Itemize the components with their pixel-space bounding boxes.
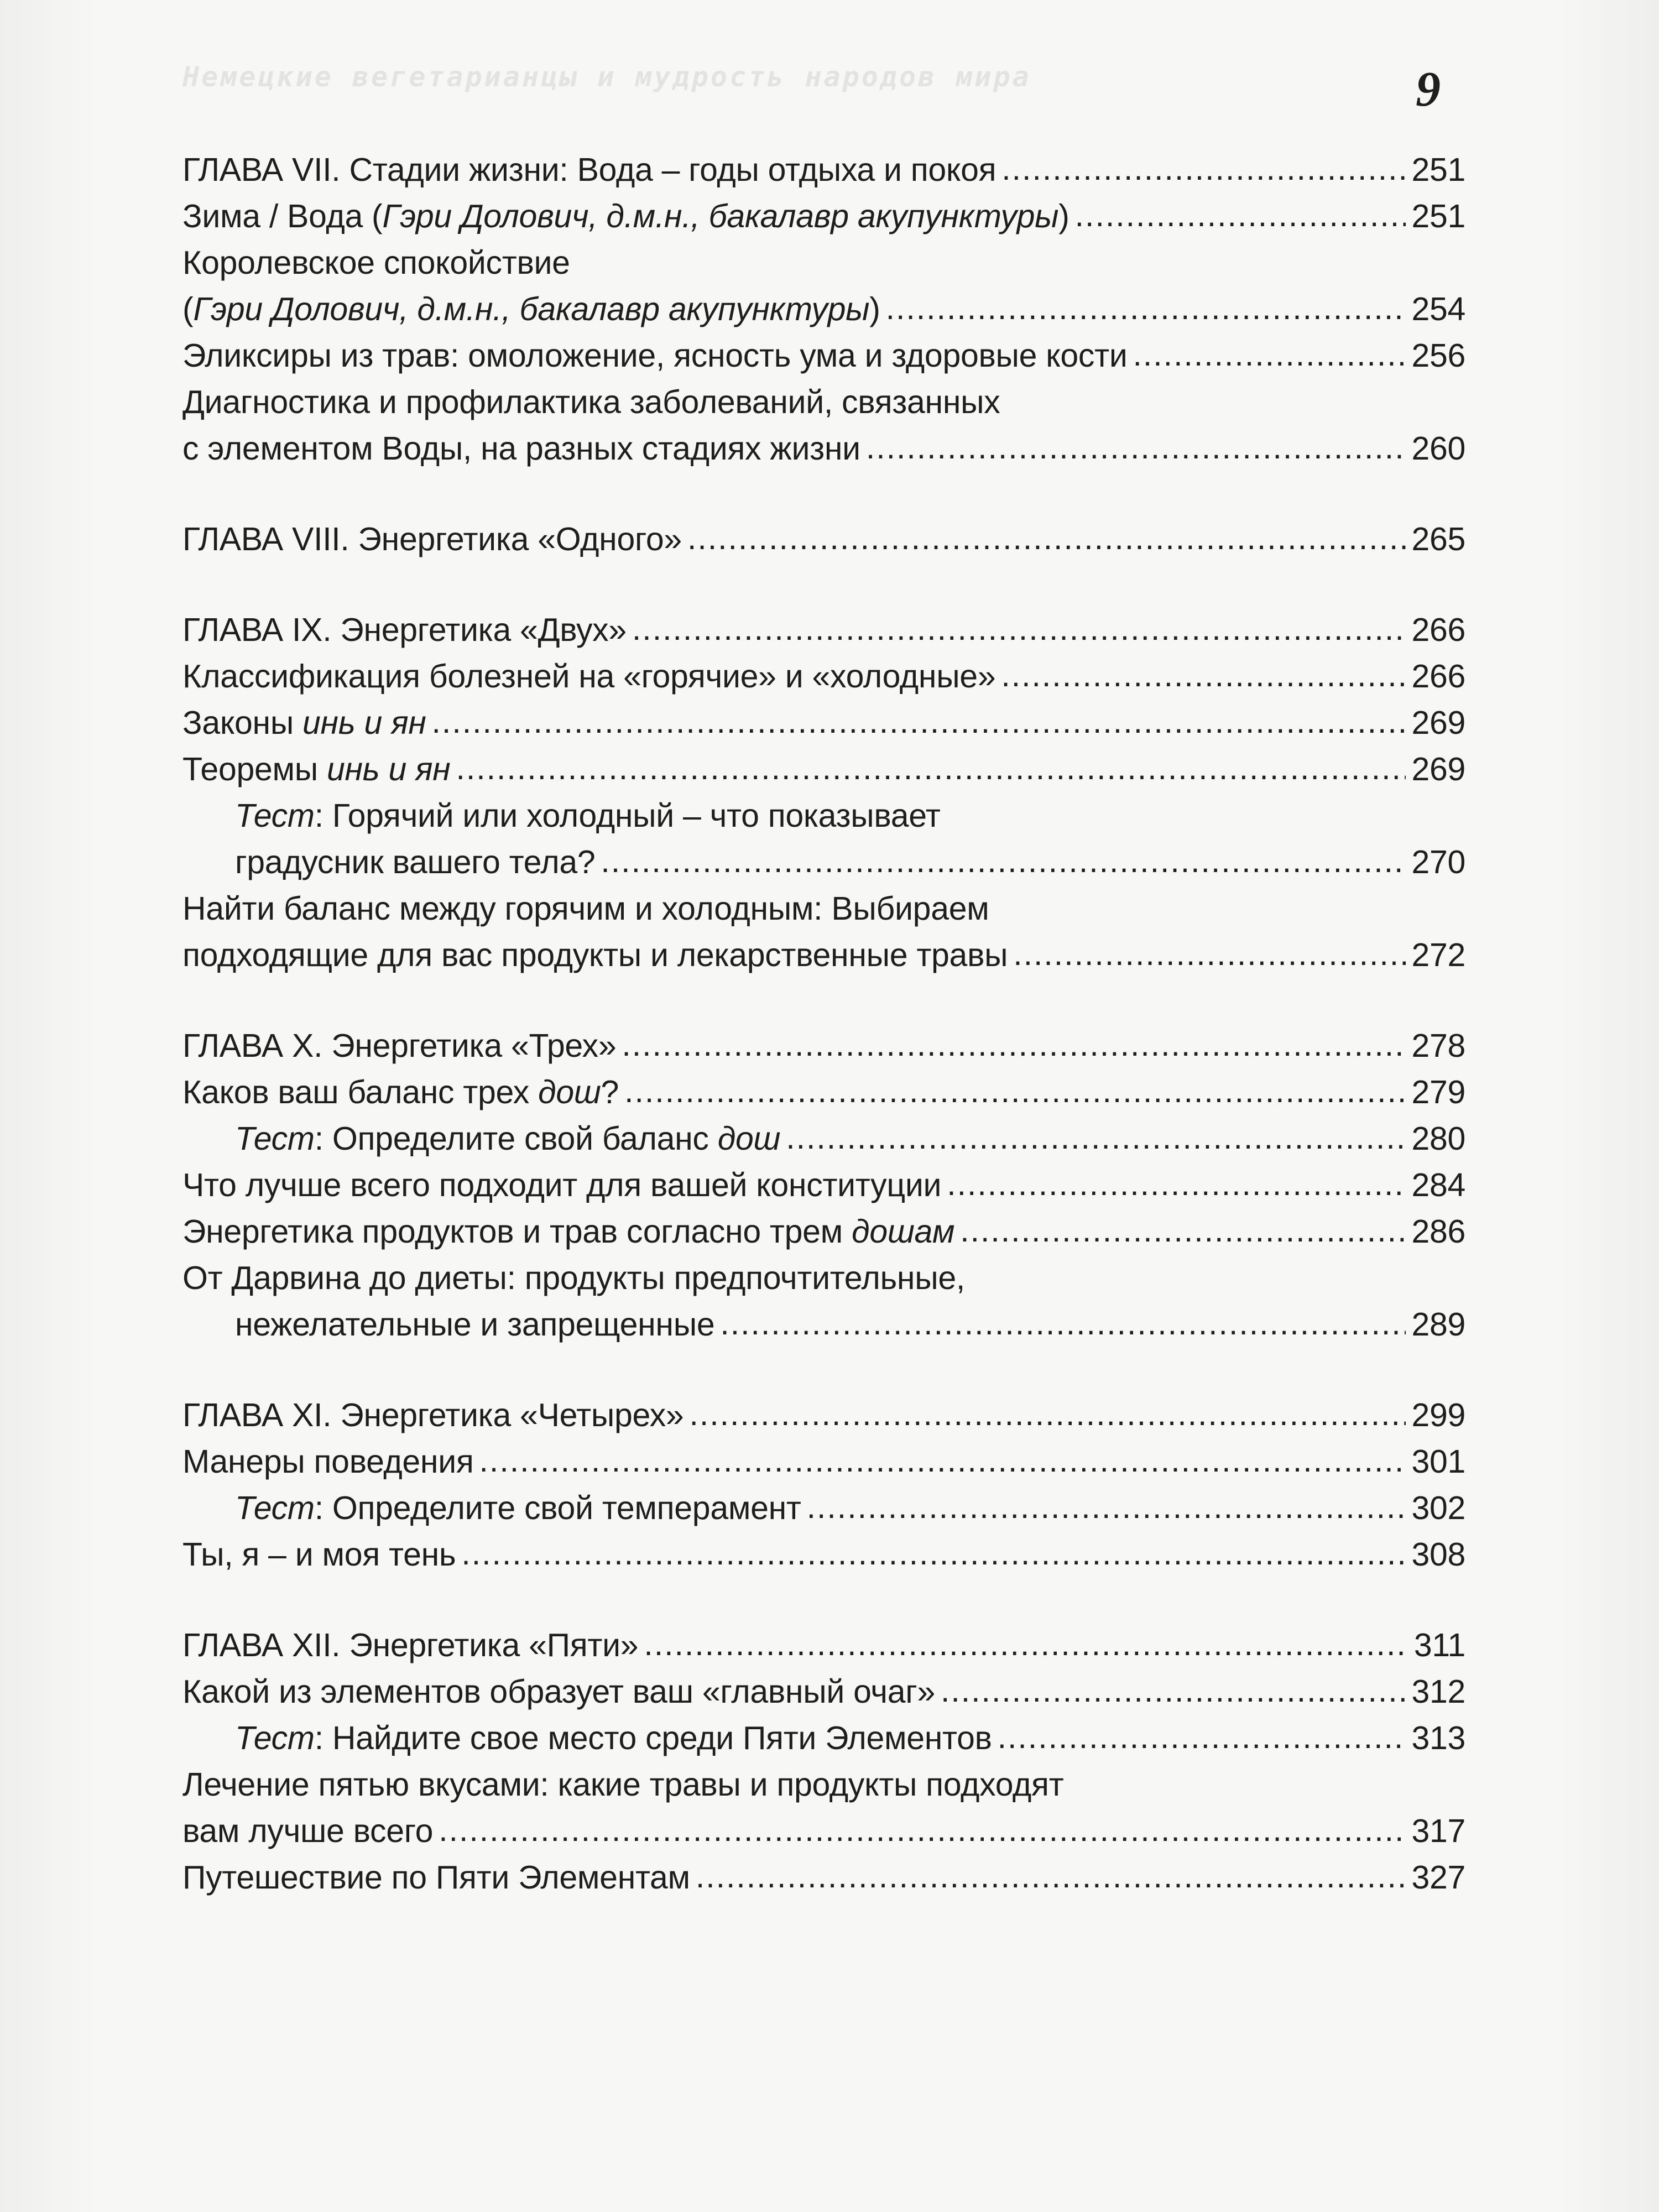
toc-entry (182, 193, 1465, 239)
toc-entry (182, 1162, 1465, 1208)
toc-entry-title: Зима / Вода (Гэри Долович, д.м.н., бакалавр акупунктуры) (182, 198, 1070, 234)
toc-entry-title: Эликсиры из трав: омоложение, ясность ума и здоровые кости (182, 337, 1128, 374)
toc-entry-page: 317 (1411, 1813, 1465, 1849)
dot-leader (622, 1022, 1406, 1069)
toc-entry-page: 286 (1411, 1213, 1465, 1250)
toc-entry-page: 254 (1411, 291, 1465, 327)
toc-entry-page: 279 (1411, 1074, 1465, 1110)
toc-entry (182, 1485, 1465, 1531)
toc-entry-line: Лечение пятью вкусами: какие травы и продукты подходят (182, 1766, 1064, 1803)
toc-entry-title: ГЛАВА VII. Стадии жизни: Вода – годы отдыха и покоя (182, 152, 997, 188)
dot-leader (998, 1715, 1406, 1761)
dot-leader (1001, 147, 1406, 193)
toc-entry-page: 256 (1411, 337, 1465, 374)
toc-entry-page: 251 (1411, 152, 1465, 188)
toc-entry-page: 313 (1411, 1720, 1465, 1756)
toc-chapter-12 (182, 1622, 1465, 1668)
toc-chapter-8 (182, 516, 1465, 562)
dot-leader (886, 286, 1406, 332)
toc-entry-title: Тест: Найдите свое место среди Пяти Элементов (235, 1720, 992, 1756)
toc-chapter-11 (182, 1392, 1465, 1438)
dot-leader (960, 1208, 1406, 1255)
toc-entry (182, 1715, 1465, 1761)
toc-entry-title: Путешествие по Пяти Элементам (182, 1859, 690, 1896)
toc-entry-title: подходящие для вас продукты и лекарственные травы (182, 937, 1008, 973)
toc-entry-page: 266 (1411, 612, 1465, 648)
toc-entry-line: Королевское спокойствие (182, 244, 570, 281)
page-number: 9 (1416, 62, 1441, 117)
dot-leader (687, 516, 1406, 562)
toc-entry (182, 1808, 1465, 1854)
toc-entry-title: ГЛАВА XII. Энергетика «Пяти» (182, 1627, 639, 1663)
dot-leader (439, 1808, 1406, 1854)
dot-leader (689, 1392, 1406, 1438)
toc-chapter-7 (182, 147, 1465, 193)
toc-entry (182, 1668, 1465, 1715)
toc-entry (182, 332, 1465, 379)
toc-entry-line: От Дарвина до диеты: продукты предпочтительные, (182, 1260, 965, 1296)
toc-entry-title: Тест: Определите свой темперамент (235, 1490, 801, 1526)
toc-entry-page: 299 (1411, 1397, 1465, 1433)
toc-entry (182, 1208, 1465, 1255)
toc-entry-title: ГЛАВА VIII. Энергетика «Одного» (182, 521, 682, 557)
toc-entry-page: 284 (1411, 1167, 1465, 1203)
toc-entry-title: Теоремы инь и ян (182, 751, 451, 787)
toc-entry-page: 251 (1411, 198, 1465, 234)
toc-entry-title: Какой из элементов образует ваш «главный очаг» (182, 1673, 935, 1710)
toc-entry-line: Найти баланс между горячим и холодным: Выбираем (182, 890, 989, 927)
dot-leader (1001, 653, 1406, 700)
toc-entry-title: ГЛАВА IX. Энергетика «Двух» (182, 612, 627, 648)
toc-entry (182, 700, 1465, 746)
dot-leader (786, 1115, 1406, 1162)
dot-leader (1133, 332, 1406, 379)
toc-entry-title: Что лучше всего подходит для вашей конституции (182, 1167, 942, 1203)
toc-entry-title: вам лучше всего (182, 1813, 434, 1849)
dot-leader (456, 746, 1406, 792)
toc-entry-line: Диагностика и профилактика заболеваний, связанных (182, 384, 1000, 420)
toc-chapter-9 (182, 607, 1465, 653)
dot-leader (807, 1485, 1406, 1531)
toc-entry-line: Тест: Горячий или холодный – что показывает (235, 797, 941, 834)
toc-entry-page: 269 (1411, 751, 1465, 787)
dot-leader (1075, 193, 1406, 239)
toc-entry-title: Каков ваш баланс трех дош? (182, 1074, 619, 1110)
toc-entry-page: 260 (1411, 430, 1465, 467)
toc-entry-page: 289 (1411, 1306, 1465, 1343)
dot-leader (947, 1162, 1406, 1208)
dot-leader (941, 1668, 1406, 1715)
toc-entry-page: 280 (1411, 1120, 1465, 1157)
toc-entry-page: 270 (1411, 844, 1465, 880)
toc-entry (182, 746, 1465, 792)
toc-entry (182, 839, 1465, 885)
toc-entry-title: градусник вашего тела? (235, 844, 596, 880)
dot-leader (696, 1854, 1406, 1901)
dot-leader (632, 607, 1406, 653)
dot-leader (720, 1301, 1406, 1348)
toc-entry-page: 301 (1411, 1443, 1465, 1480)
toc-entry-title: Классификация болезней на «горячие» и «холодные» (182, 658, 996, 695)
toc-entry-title: нежелательные и запрещенные (235, 1306, 715, 1343)
toc-chapter-10 (182, 1022, 1465, 1069)
dot-leader (461, 1531, 1406, 1578)
dot-leader (644, 1622, 1408, 1668)
toc-entry (182, 286, 1465, 332)
running-header: Немецкие вегетарианцы и мудрость народов мира (182, 61, 1031, 93)
toc-entry (182, 425, 1465, 472)
toc-entry (182, 932, 1465, 978)
toc-entry (182, 1531, 1465, 1578)
toc-entry (182, 1438, 1465, 1485)
dot-leader (1013, 932, 1406, 978)
toc-entry (182, 1854, 1465, 1901)
toc-entry-title: Законы инь и ян (182, 705, 426, 741)
dot-leader (624, 1069, 1406, 1115)
toc-entry-title: Манеры поведения (182, 1443, 474, 1480)
toc-entry-page: 327 (1411, 1859, 1465, 1896)
toc-entry-title: (Гэри Долович, д.м.н., бакалавр акупунктуры) (182, 291, 880, 327)
toc-entry-page: 266 (1411, 658, 1465, 695)
toc-entry-title: с элементом Воды, на разных стадиях жизни (182, 430, 860, 467)
dot-leader (866, 425, 1406, 472)
toc-entry (182, 653, 1465, 700)
toc-entry-title: ГЛАВА X. Энергетика «Трех» (182, 1027, 617, 1064)
toc-entry-page: 311 (1413, 1627, 1465, 1663)
toc-entry-page: 302 (1411, 1490, 1465, 1526)
dot-leader (601, 839, 1406, 885)
toc-entry-page: 265 (1411, 521, 1465, 557)
toc-entry (182, 1301, 1465, 1348)
table-of-contents (182, 147, 1465, 1901)
toc-entry-title: Тест: Определите свой баланс дош (235, 1120, 781, 1157)
toc-entry (182, 1069, 1465, 1115)
toc-entry-page: 312 (1411, 1673, 1465, 1710)
toc-entry-title: Энергетика продуктов и трав согласно трем дошам (182, 1213, 955, 1250)
toc-entry-page: 278 (1411, 1027, 1465, 1064)
toc-entry-page: 272 (1411, 937, 1465, 973)
toc-entry-page: 269 (1411, 705, 1465, 741)
toc-entry-title: Ты, я – и моя тень (182, 1536, 456, 1573)
toc-entry-page: 308 (1411, 1536, 1465, 1573)
toc-entry-title: ГЛАВА XI. Энергетика «Четырех» (182, 1397, 684, 1433)
dot-leader (479, 1438, 1406, 1485)
toc-entry (182, 1115, 1465, 1162)
dot-leader (432, 700, 1406, 746)
